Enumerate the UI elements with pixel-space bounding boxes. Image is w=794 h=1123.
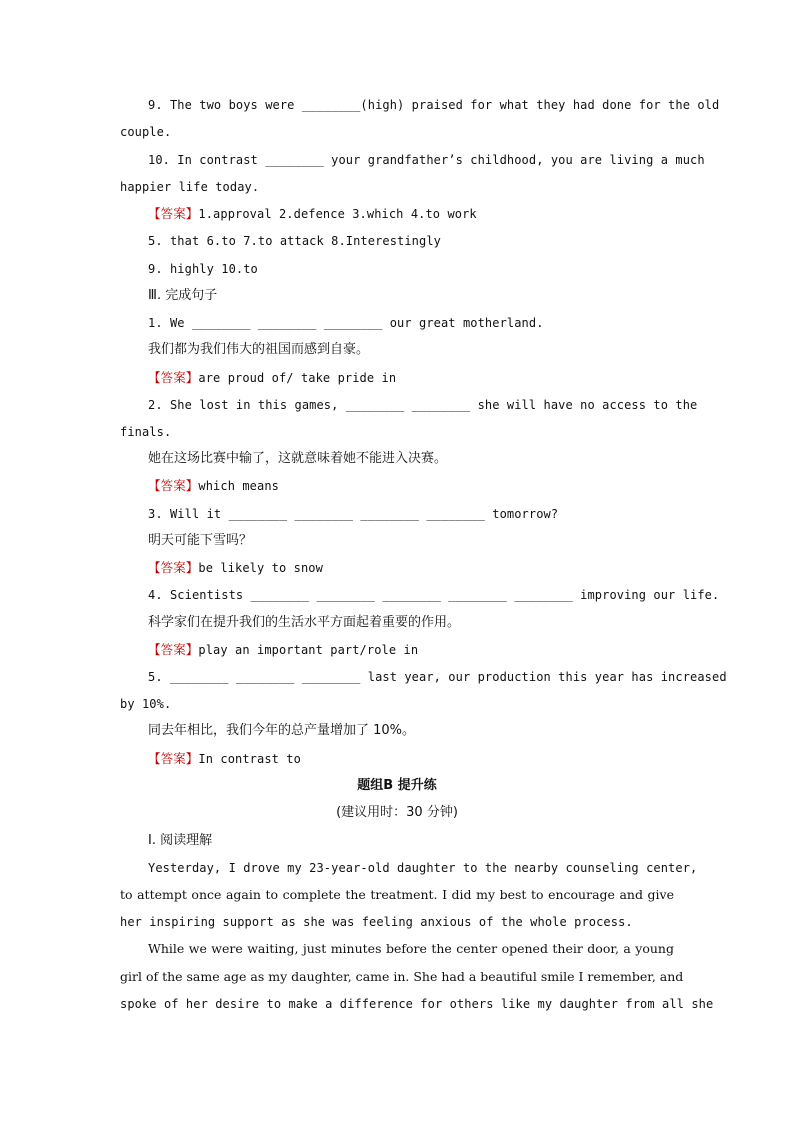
exercise-10-line-2: happier life today. <box>120 180 260 194</box>
passage-line-1: Yesterday, I drove my 23-year-old daughter to the nearby counseling center, <box>148 861 698 875</box>
answer-row-3: 9. highly 10.to <box>148 262 258 276</box>
exercise-10-line-1: 10. In contrast ________ your grandfather’s childhood, you are living a much <box>148 153 705 167</box>
sentence-2-line-1: 2. She lost in this games, ________ ________ she will have no access to the <box>148 398 698 412</box>
sentence-4: 4. Scientists ________ ________ ________ ________ ________ improving our life. <box>148 588 720 602</box>
passage-line-5: girl of the same age as my daughter, came in. She had a beautiful smile I remember, and <box>120 969 684 984</box>
answer-text: play an important part/role in <box>198 643 419 657</box>
sentence-2-answer <box>148 477 674 495</box>
passage-line-3: her inspiring support as she was feeling anxious of the whole process. <box>120 915 633 929</box>
sentence-2-translation: 她在这场比赛中输了，这就意味着她不能进入决赛。 <box>148 451 448 466</box>
sentence-5-answer <box>148 750 674 768</box>
answer-text: be likely to snow <box>198 561 323 575</box>
sentence-5-line-1: 5. ________ ________ ________ last year, our production this year has increased <box>148 670 727 684</box>
answer-label: 【答案】 <box>148 642 199 657</box>
sentence-2-line-2: finals. <box>120 425 172 439</box>
passage-line-4: While we were waiting, just minutes before the center opened their door, a young <box>148 941 674 956</box>
sentence-1: 1. We ________ ________ ________ our great motherland. <box>148 316 544 330</box>
section-heading-complete-sentences: Ⅲ. 完成句子 <box>148 288 218 303</box>
sentence-1-answer <box>148 369 674 387</box>
answer-text: In contrast to <box>198 752 301 766</box>
sentence-4-answer <box>148 641 674 659</box>
exercise-9-line-1: 9. The two boys were ________(high) praised for what they had done for the old <box>148 98 720 112</box>
group-b-heading: 题组B 提升练 <box>357 778 437 793</box>
sentence-3-translation: 明天可能下雪吗？ <box>148 533 253 548</box>
answer-label: 【答案】 <box>148 478 199 493</box>
section-heading-reading: Ⅰ. 阅读理解 <box>148 833 213 848</box>
answer-label: 【答案】 <box>148 206 199 221</box>
sentence-1-translation: 我们都为我们伟大的祖国而感到自豪。 <box>148 342 370 357</box>
passage-line-2: to attempt once again to complete the treatment. I did my best to encourage and give <box>120 887 674 902</box>
answer-text: which means <box>198 479 279 493</box>
answer-label: 【答案】 <box>148 560 199 575</box>
suggested-time: (建议用时：30 分钟) <box>336 805 458 820</box>
sentence-3-answer <box>148 559 674 577</box>
answer-text: 1.approval 2.defence 3.which 4.to work <box>198 207 477 221</box>
answer-label: 【答案】 <box>148 370 199 385</box>
answer-text: are proud of/ take pride in <box>198 371 397 385</box>
sentence-5-line-2: by 10%. <box>120 697 172 711</box>
passage-line-6: spoke of her desire to make a difference for others like my daughter from all she <box>120 997 714 1011</box>
sentence-4-translation: 科学家们在提升我们的生活水平方面起着重要的作用。 <box>148 615 461 630</box>
answer-row-1 <box>148 205 674 223</box>
answer-label: 【答案】 <box>148 751 199 766</box>
exercise-9-line-2: couple. <box>120 125 172 139</box>
sentence-3: 3. Will it ________ ________ ________ ________ tomorrow? <box>148 507 559 521</box>
sentence-5-translation: 同去年相比，我们今年的总产量增加了 10%。 <box>148 723 416 738</box>
answer-row-2: 5. that 6.to 7.to attack 8.Interestingly <box>148 234 441 248</box>
